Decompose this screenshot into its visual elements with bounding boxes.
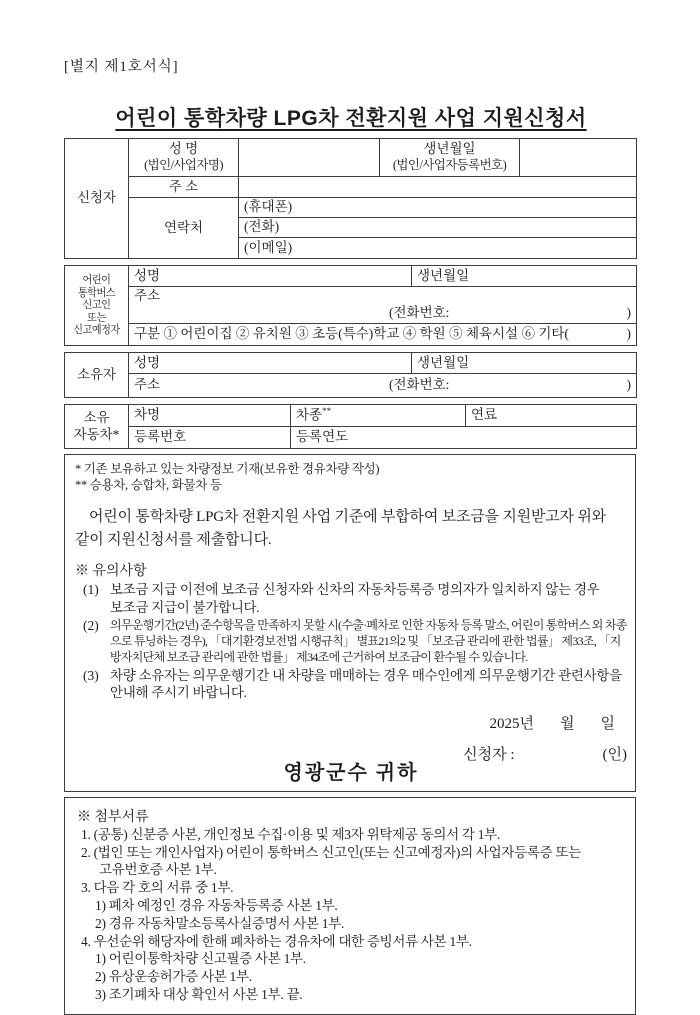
seal-mark: (인) (602, 746, 627, 763)
attachment-subitem: 1) 어린이통학차량 신고필증 사본 1부. (95, 951, 306, 967)
reporter-table (64, 265, 637, 346)
applicant-name-label: 성 명 (법인/사업자명) (129, 139, 239, 177)
applicant-phone-field: (전화) (239, 218, 637, 238)
declaration-text: 어린이 통학차량 LPG차 전환지원 사업 기준에 부합하여 보조금을 지원받고자 위와 같이 지원신청서를 제출합니다. (75, 508, 606, 548)
vehicle-row-header: 소유 자동차* (65, 405, 129, 449)
vehicle-regyear-label: 등록연도 (291, 427, 637, 449)
reporter-category-cell: 구분 ① 어린이집 ② 유치원 ③ 초등(특수)학교 ④ 학원 ⑤ 체육시설 ⑥ 기타( ) (129, 324, 637, 346)
note-item-2: (2) 의무운행기간(2년) 준수항목을 만족하지 못할 시(수출·폐차로 인한 자동차 등록 말소, 어린이 통학버스 외 차종으로 튜닝하는 경우), 「대기환경보전법 시행규칙」 별표21의2 및 「보조금 관리에 관한 법률」 제33조, 「지방자치단체 보조금 관리에 관한 법률」 제34조에 근거하여 보조금이 환수될 수 있습니다. (83, 618, 627, 665)
vehicle-table (64, 404, 637, 449)
attachment-subitem: 2) 경유 자동차말소등록사실증명서 사본 1부. (95, 915, 345, 931)
footnote-vehicle-info: * 기존 보유하고 있는 차량정보 기재(보유한 경유차량 작성) (75, 462, 380, 476)
applicant-row-header: 신청자 (65, 139, 129, 259)
owner-table (64, 352, 637, 398)
applicant-sign-label: 신청자 : (463, 746, 515, 763)
reporter-row-header: 어린이 통학버스 신고인 또는 신고예정자 (65, 266, 129, 346)
attachment-item: 4. 우선순위 해당자에 한해 폐차하는 경유차에 대한 증빙서류 사본 1부. (81, 933, 472, 949)
applicant-birth-label: 생년월일 (법인/사업자등록번호) (380, 139, 520, 177)
date-line: 2025년 월 일 (489, 715, 615, 732)
note-item-1: (1) 보조금 지급 이전에 보조금 신청자와 신차의 자동차등록증 명의자가 일치하지 않는 경우 보조금 지급이 불가합니다. (83, 582, 600, 615)
note-item-3: (3) 차량 소유자는 의무운행기간 내 차량을 매매하는 경우 매수인에게 의무운행기간 관련사항을 안내해 주시기 바랍니다. (83, 667, 622, 701)
owner-address-label: 주소 (134, 377, 161, 393)
owner-birth-label: 생년월일 (412, 353, 637, 374)
notice-box (64, 454, 636, 792)
page-title: 어린이 통학차량 LPG차 전환지원 사업 지원신청서 (115, 107, 587, 130)
vehicle-type-label: 차종** (291, 405, 466, 427)
applicant-name-field (239, 139, 380, 177)
attachment-subitem: 3) 조기폐차 대상 확인서 사본 1부. 끝. (95, 987, 303, 1003)
attachment-subitem: 1) 폐차 예정인 경유 자동차등록증 사본 1부. (95, 898, 338, 913)
notes-title: ※ 유의사항 (75, 564, 147, 579)
applicant-table (64, 138, 637, 259)
applicant-birth-field (520, 139, 637, 177)
attachment-title: ※ 첨부서류 (77, 809, 149, 825)
vehicle-model-label: 차명 (129, 405, 291, 427)
reporter-category-label: 구분 ① 어린이집 ② 유치원 ③ 초등(특수)학교 ④ 학원 ⑤ 체육시설 ⑥ 기타( (134, 326, 569, 342)
applicant-email-field: (이메일) (239, 238, 637, 259)
attachment-item: 3. 다음 각 호의 서류 중 1부. (81, 880, 234, 896)
reporter-address-cell (129, 287, 637, 324)
reporter-address-label: 주소 (134, 288, 161, 303)
owner-name-label: 성명 (129, 353, 412, 374)
attachment-item: 2. (법인 또는 개인사업자) 어린이 통학버스 신고인(또는 신고예정자)의 사업자등록증 또는 고유번호증 사본 1부. (81, 844, 581, 878)
attachment-item: 1. (공통) 신분증 사본, 개인정보 수집·이용 및 제3자 위탁제공 동의서 각 1부. (81, 826, 500, 842)
vehicle-fuel-label: 연료 (466, 405, 637, 427)
applicant-address-field (239, 177, 637, 198)
reporter-phone-line: (전화번호: ) (389, 304, 631, 320)
recipient-line: 영광군수 귀하 (283, 761, 419, 784)
attachment-box (64, 797, 636, 1015)
owner-address-cell: 주소 (전화번호: ) (129, 374, 637, 398)
reporter-name-label: 성명 (129, 266, 412, 287)
reporter-birth-label: 생년월일 (412, 266, 637, 287)
vehicle-regno-label: 등록번호 (129, 427, 291, 449)
applicant-address-label: 주 소 (129, 177, 239, 198)
attachment-subitem: 2) 유상운송허가증 사본 1부. (95, 969, 252, 985)
form-code: [별지 제1호서식] (64, 59, 179, 75)
footnote-vehicle-type: ** 승용차, 승합차, 화물차 등 (75, 478, 222, 493)
applicant-contact-label: 연락처 (129, 198, 239, 259)
owner-row-header: 소유자 (65, 353, 129, 398)
applicant-mobile-field: (휴대폰) (239, 198, 637, 218)
